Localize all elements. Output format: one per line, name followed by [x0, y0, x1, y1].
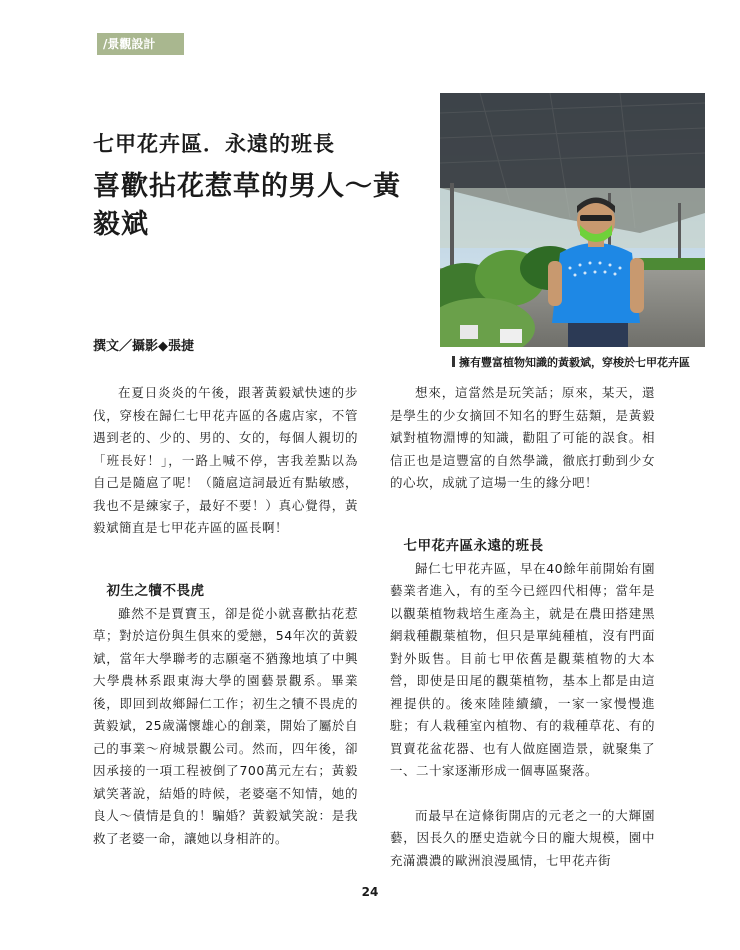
- col2-paragraph-3: 而最早在這條街開店的元老之一的大輝園藝，因長久的歷史造就今日的龐大規模，園中充滿濃濃的歐洲浪漫風情，七甲花卉街: [390, 807, 655, 868]
- page-number: 24: [361, 885, 379, 899]
- column-right-lower: [390, 535, 655, 872]
- col1-paragraph-1: 在夏日炎炎的午後，跟著黃毅斌快速的步伐，穿梭在歸仁七甲花卉區的各處店家，不管遇到老的、少的、男的、女的，每個人親切的「班長好！」，一路上喊不停，害我差點以為自己是隨扈了呢！（隨扈這詞最近有點敏感，我也不是練家子，最好不要！）真心覺得，黃毅斌簡直是七甲花卉區的區長啊！: [93, 385, 358, 535]
- col2-paragraph-2: 歸仁七甲花卉區，早在40餘年前開始有園藝業者進入，有的至今已經四代相傳；當年是以觀葉植物栽培生產為主，就是在農田搭建黑網栽種觀葉植物，但只是單純種植，沒有門面對外販售。目前七甲依舊是觀葉植物的大本營，即使是田尾的觀葉植物，基本上都是由這裡提供的。後來陸陸續續，一家一家慢慢進駐；有人栽種室內植物、有的栽種草花、有的買賣花盆花器、也有人做庭園造景，就聚集了一、二十家逐漸形成一個專區聚落。: [390, 560, 655, 778]
- section-tag: /景觀設計: [97, 33, 184, 55]
- col2-paragraph-1: 想來，這當然是玩笑話；原來，某天，還是學生的少女摘回不知名的野生菇類，是黃毅斌對植物淵博的知識，勸阻了可能的誤食。相信正也是這豐富的自然學識，徹底打動到少女的心坎，成就了這場一生的緣分吧！: [390, 385, 655, 490]
- column-right: [390, 382, 655, 495]
- col2-section-heading: 七甲花卉區永遠的班長: [403, 538, 544, 554]
- article-photo: [440, 93, 705, 347]
- col1-section-heading: 初生之犢不畏虎: [106, 583, 205, 599]
- column-left: [93, 382, 358, 540]
- greenhouse-photo-illustration: [440, 93, 705, 347]
- byline: 撰文／攝影◆張捷: [93, 339, 194, 354]
- article-subtitle: 七甲花卉區．永遠的班長: [93, 132, 335, 156]
- col1-paragraph-2: 雖然不是賈寶玉，卻是從小就喜歡拈花惹草；對於這份與生俱來的愛戀，54年次的黃毅斌，當年大學聯考的志願毫不猶豫地填了中興大學農林系跟東海大學的園藝景觀系。畢業後，即回到故鄉歸仁工作；初生之犢不畏虎的黃毅斌，25歲滿懷雄心的創業，開始了屬於自己的事業～府城景觀公司。然而，四年後，卻因承接的一項工程被倒了700萬元左右；黃毅斌笑著說，結婚的時候，老婆毫不知情，她的良人～債情是負的！騙婚？黃毅斌笑說：是我救了老婆一命，讓她以身相許的。: [93, 605, 358, 846]
- article-title: 喜歡拈花惹草的男人～黃毅斌: [93, 171, 401, 240]
- photo-caption: 擁有豐富植物知識的黃毅斌，穿梭於七甲花卉區: [452, 354, 712, 370]
- column-left-lower: [93, 580, 358, 850]
